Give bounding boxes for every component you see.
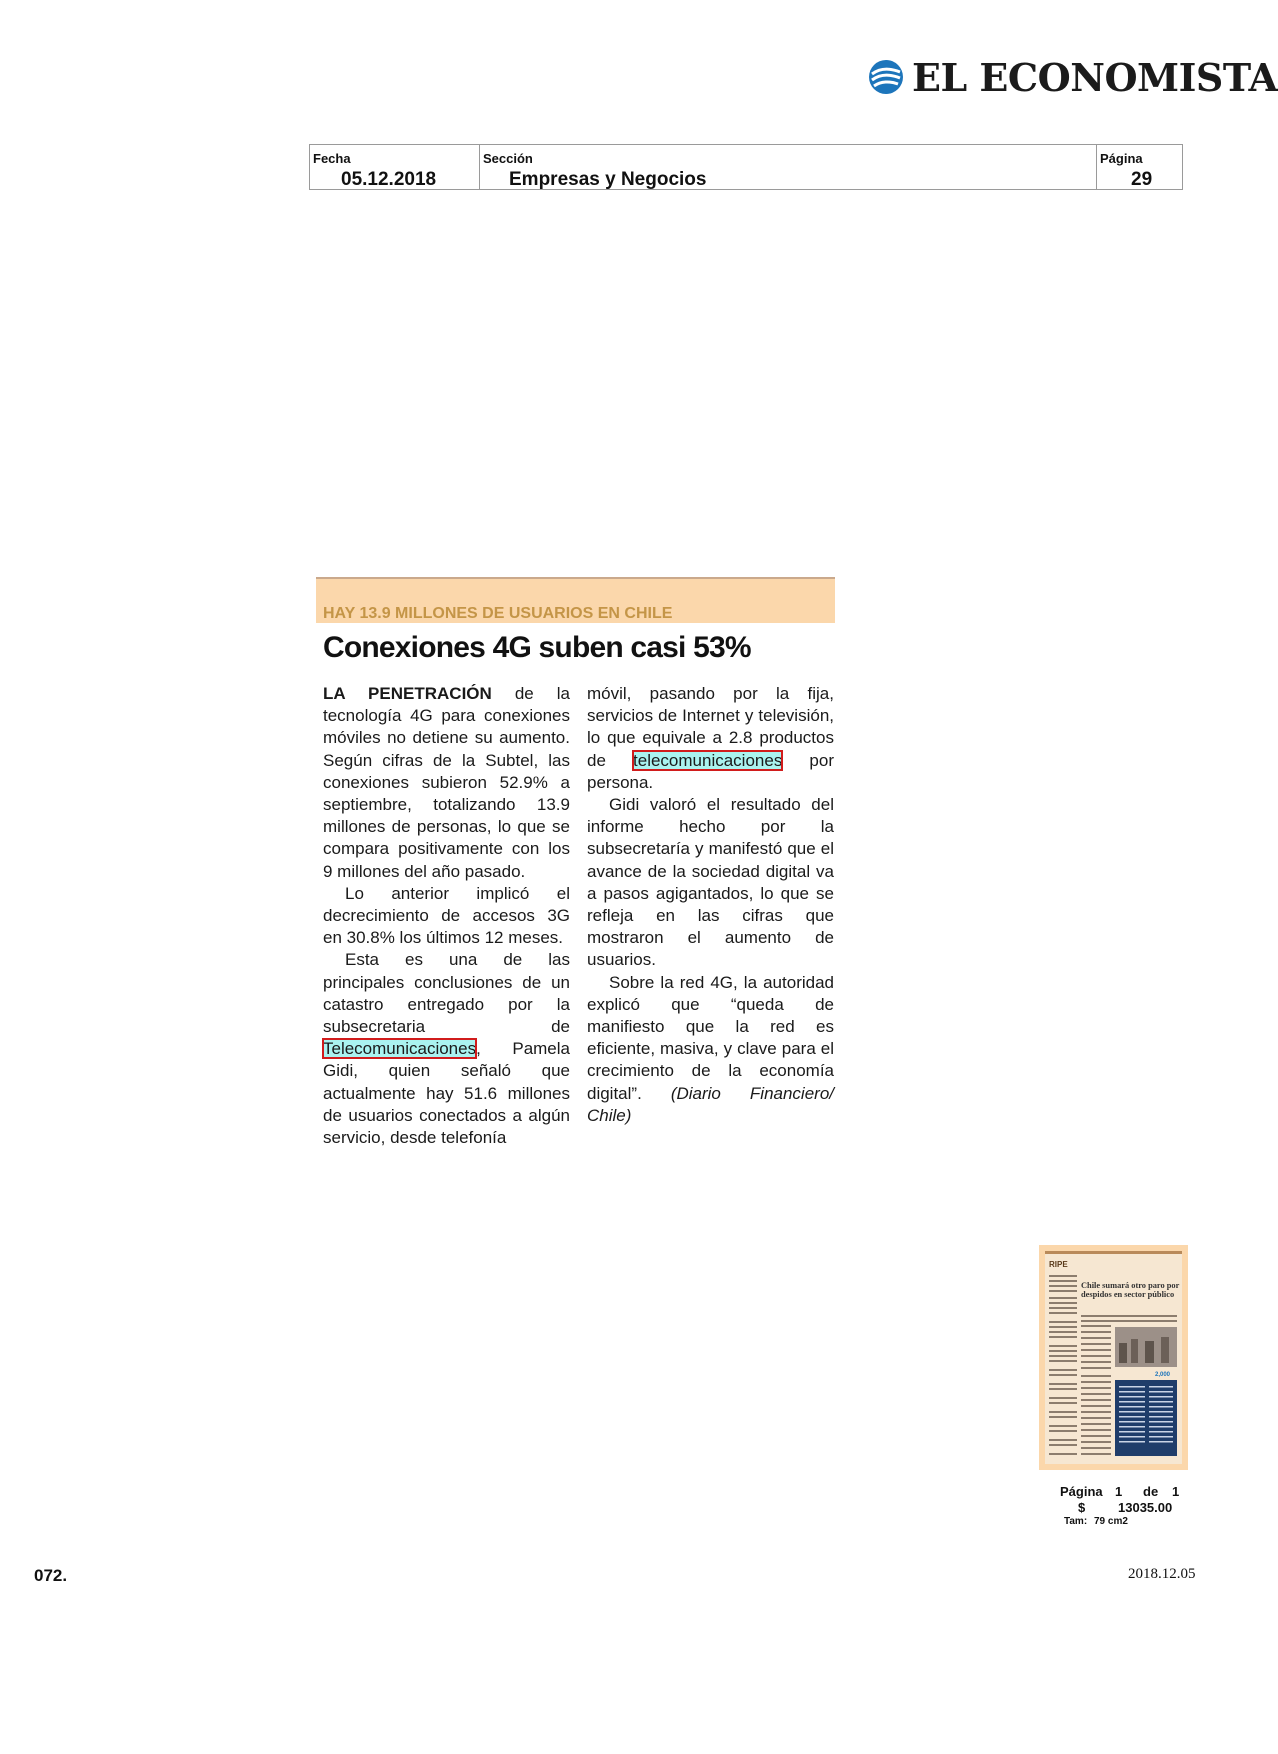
article-column-left bbox=[323, 683, 570, 1149]
thumbnail-preview bbox=[1045, 1251, 1182, 1464]
footer-code: 072. bbox=[34, 1566, 68, 1585]
currency-symbol: $ bbox=[1078, 1500, 1086, 1515]
page-count-row bbox=[1060, 1484, 1190, 1500]
paragraph-3 bbox=[323, 949, 570, 1149]
page-label: Página bbox=[1100, 151, 1143, 166]
paragraph-4-text-a: móvil, pasando por la fija, servicios de Internet y televisión, lo que equivale a 2.8 productos de bbox=[587, 684, 834, 770]
date-value: 05.12.2018 bbox=[341, 169, 437, 190]
masthead-logo bbox=[868, 54, 1278, 100]
paragraph-3-text-b: , Pamela Gidi, quien señaló que actualmente hay 51.6 millones de usuarios conectados a algún servicio, desde telefonía bbox=[323, 1039, 570, 1148]
kicker-band bbox=[316, 577, 835, 623]
article-clipping bbox=[316, 577, 835, 1149]
of-word: de bbox=[1143, 1484, 1159, 1499]
section-value: Empresas y Negocios bbox=[509, 169, 707, 190]
thumbnail-figure: 2,000 bbox=[1155, 1372, 1171, 1378]
paragraph-3-text-a: Esta es una de las principales conclusiones de un catastro entregado por la subsecretaria de bbox=[323, 950, 570, 1037]
footer-date: 2018.12.05 bbox=[1128, 1566, 1196, 1582]
paragraph-4 bbox=[587, 683, 834, 794]
page-number: 1 bbox=[1115, 1484, 1123, 1499]
amount-value: 13035.00 bbox=[1118, 1500, 1173, 1515]
article-body bbox=[323, 683, 835, 1149]
date-cell bbox=[310, 145, 480, 189]
paragraph-1 bbox=[323, 683, 570, 883]
masthead-title: EL ECONOMISTA bbox=[912, 54, 1278, 100]
page-value: 29 bbox=[1131, 169, 1153, 190]
article-headline: Conexiones 4G suben casi 53% bbox=[323, 631, 751, 664]
amount-row bbox=[1060, 1500, 1190, 1516]
section-label: Sección bbox=[483, 151, 533, 166]
logo-waves-icon bbox=[868, 59, 904, 95]
paragraph-4-text-b: por persona. bbox=[587, 750, 834, 792]
page-total: 1 bbox=[1172, 1484, 1180, 1499]
page-word: Página bbox=[1060, 1484, 1103, 1499]
size-row bbox=[1060, 1516, 1190, 1528]
lead-in: LA PENETRACIÓN bbox=[323, 684, 492, 703]
paragraph-2: Lo anterior implicó el decrecimiento de accesos 3G en 30.8% los últimos 12 meses. bbox=[323, 883, 570, 948]
paragraph-1-text: de la tecnología 4G para conexiones móviles no detiene su aumento. Según cifras de la Subtel, las conexiones subieron 52.9% a septiembre, totalizando 13.9 millones de personas, lo que se compara positivamente con los 9 millones del año pasado. bbox=[323, 684, 570, 881]
highlight-term: Telecomunicaciones bbox=[323, 1039, 477, 1059]
page-thumbnail[interactable] bbox=[1039, 1245, 1188, 1470]
thumbnail-headline: Chile sumará otro paro por despidos en sector público bbox=[1081, 1281, 1180, 1300]
page-info bbox=[1060, 1484, 1190, 1528]
size-value: 79 cm2 bbox=[1094, 1516, 1128, 1527]
source-credit: (Diario Financiero/ Chile) bbox=[587, 1083, 834, 1125]
thumbnail-section: RIPE bbox=[1049, 1260, 1068, 1269]
article-column-right bbox=[587, 683, 834, 1149]
size-label: Tam: bbox=[1064, 1516, 1088, 1527]
highlight-term: telecomunicaciones bbox=[633, 750, 783, 770]
paragraph-5: Gidi valoró el resultado del informe hecho por la subsecretaría y manifestó que el avance de la sociedad digital va a pasos agigantados, lo que se refleja en las cifras que mostraron el aumento de usuarios. bbox=[587, 795, 834, 970]
metadata-table bbox=[309, 144, 1183, 190]
article-kicker: HAY 13.9 MILLONES DE USUARIOS EN CHILE bbox=[323, 605, 673, 622]
date-label: Fecha bbox=[313, 151, 351, 166]
paragraph-6 bbox=[587, 972, 834, 1127]
page-cell bbox=[1097, 145, 1182, 189]
section-cell bbox=[480, 145, 1097, 189]
paragraph-6-text: Sobre la red 4G, la autoridad explicó que “queda de manifiesto que la red es eficiente, masiva, y clave para el crecimiento de la economía digital”. bbox=[587, 972, 834, 1103]
